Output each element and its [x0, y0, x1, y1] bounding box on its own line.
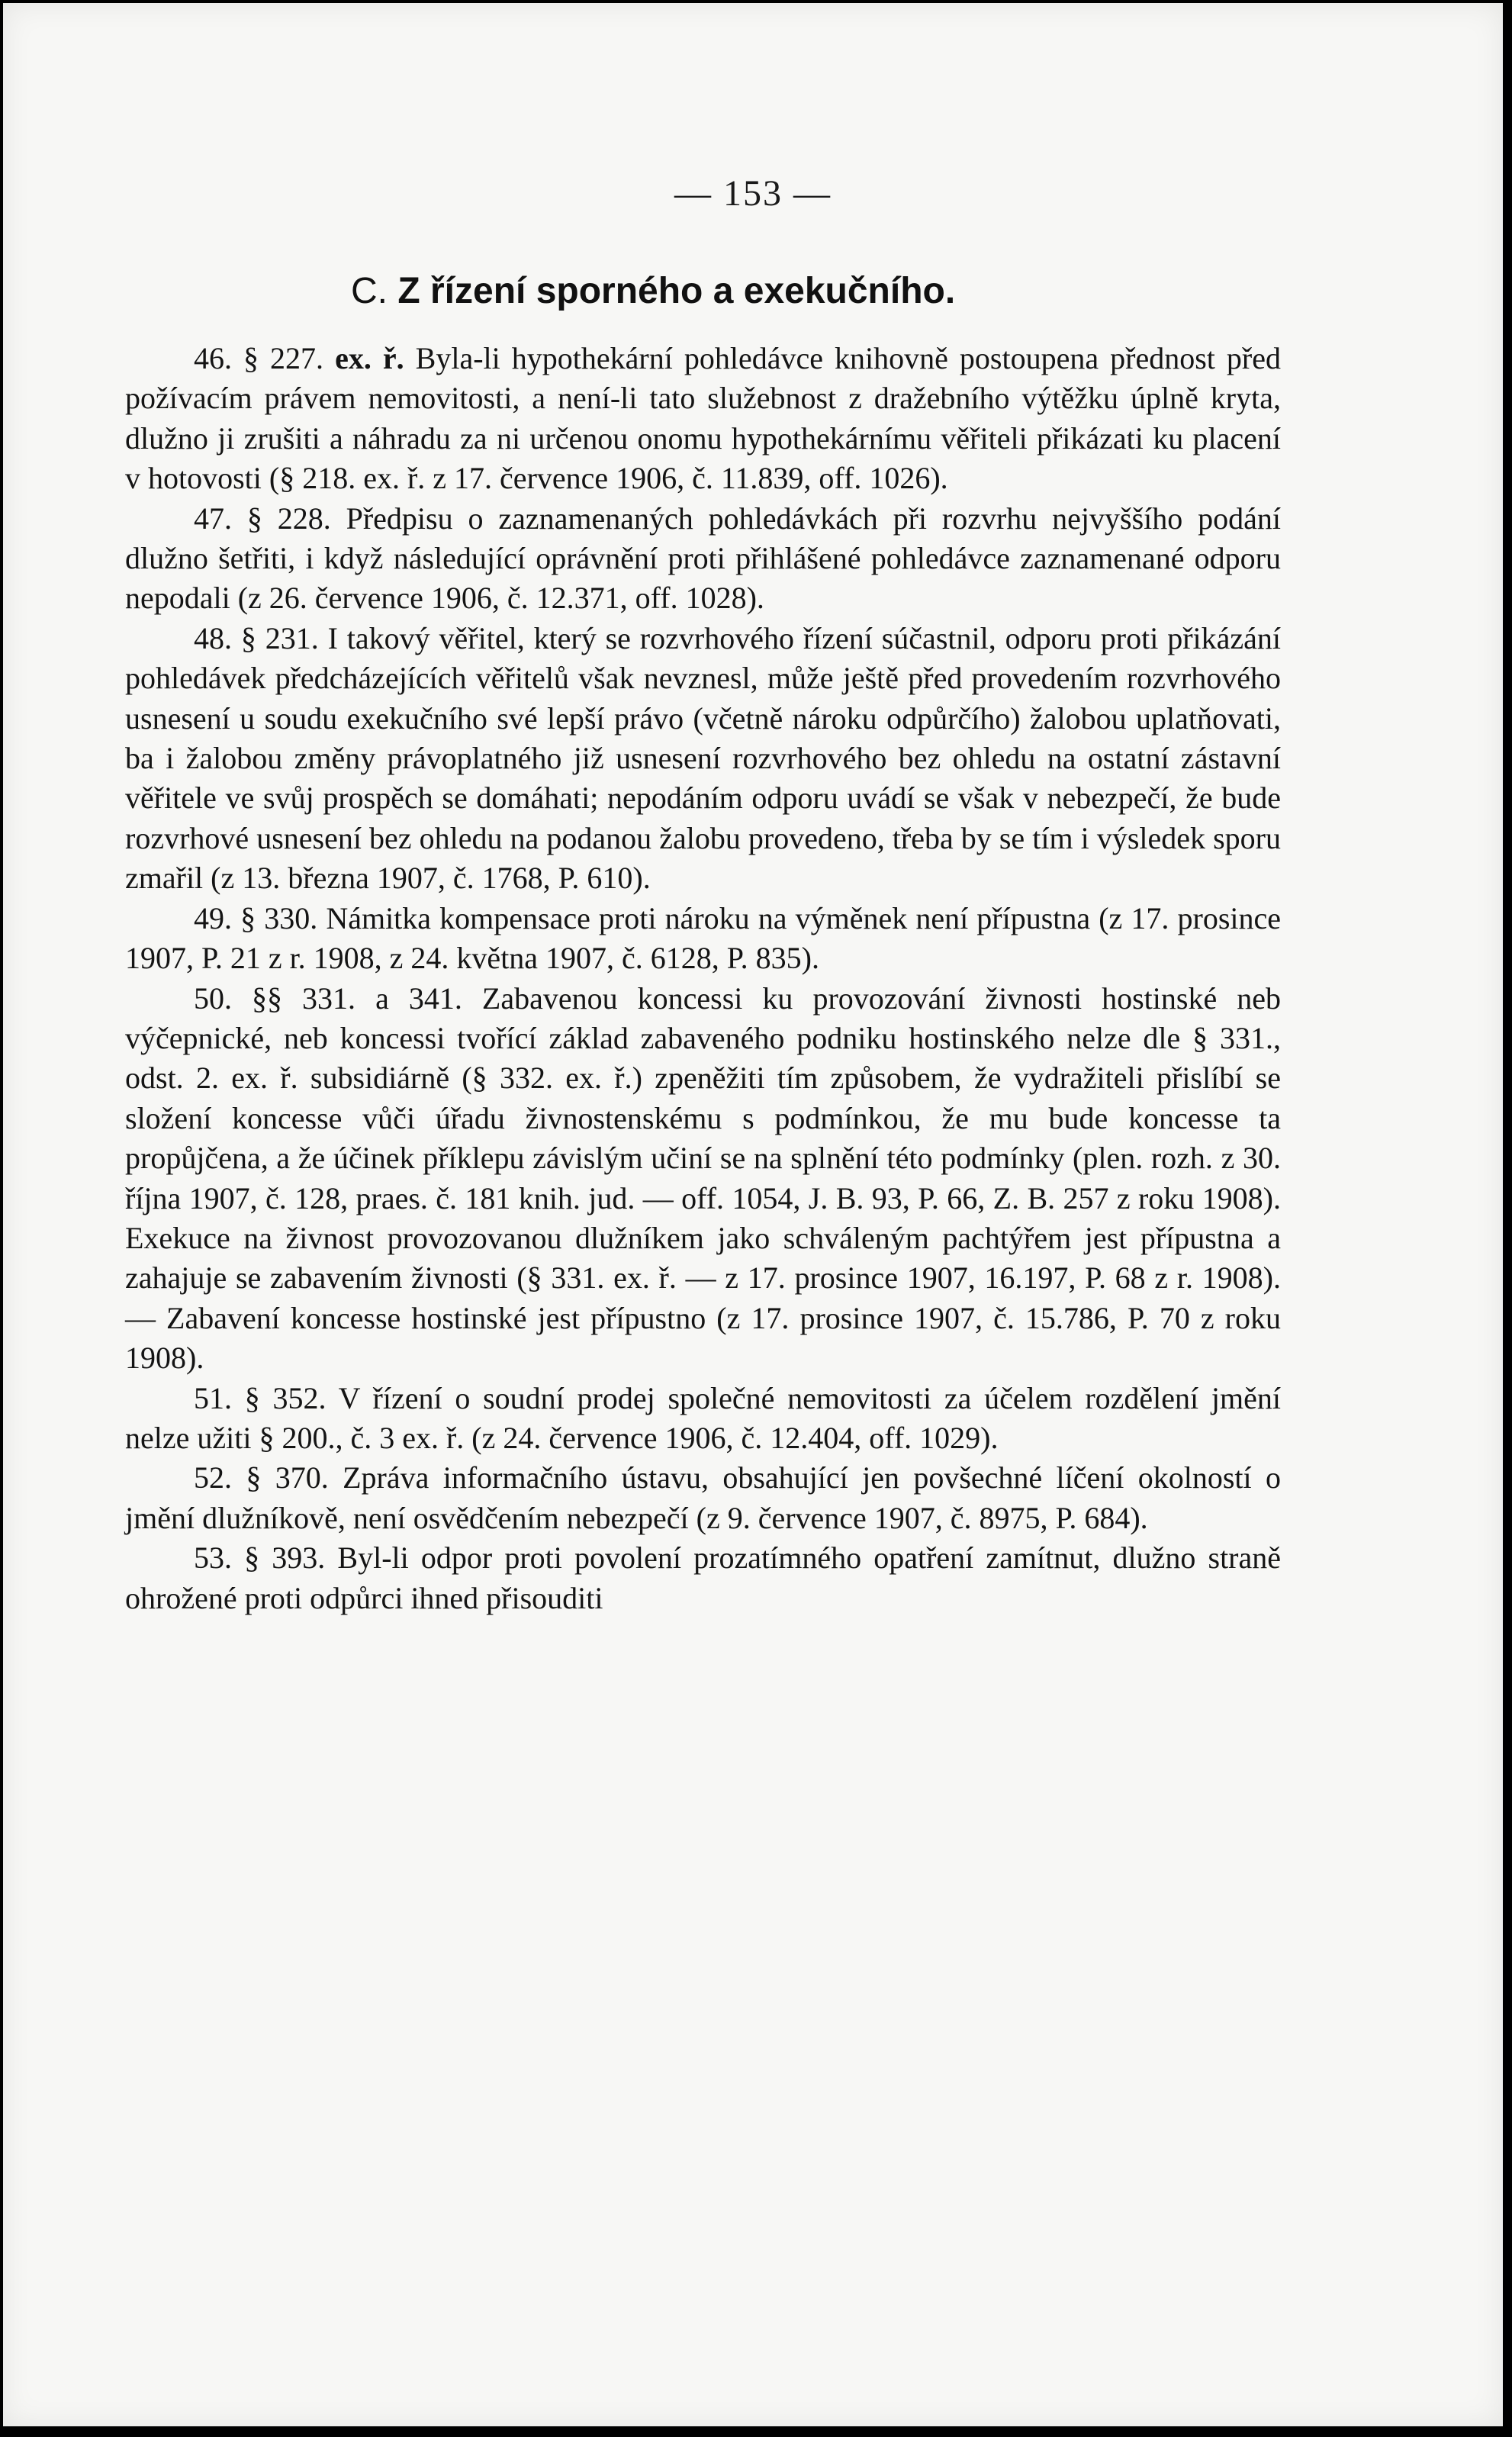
paragraph-53 — [125, 1538, 1281, 1618]
section-letter: C. — [351, 271, 388, 311]
paragraph-46 — [125, 339, 1281, 499]
paragraph-ref: 52. § 370. — [194, 1460, 329, 1495]
paragraph-text: Předpisu o zaznamenaných pohledávkách při rozvrhu nejvyššího podání dlužno šetřiti, i když následující oprávnění proti přihlášené pohledávce zaznamenané odporu nepodali (z 26. července 1906, č. 12.371, off. 1028). — [125, 501, 1282, 616]
paragraph-ref: 48. § 231. — [194, 620, 319, 655]
paragraph-ref: 50. §§ 331. a 341. — [194, 980, 462, 1016]
paragraph-text: Námitka kompensace proti nároku na výměnek není přípustna (z 17. prosince 1907, P. 21 z r. 1908, z 24. května 1907, č. 6128, P. 835). — [125, 900, 1282, 976]
paragraph-ref-bold: ex. ř. — [335, 341, 404, 375]
paragraph-text: I takový věřitel, který se rozvrhového řízení súčastnil, odporu proti přikázání pohledávek předcházejících věřitelů však nevznesl, může ještě před provedením rozvrhového usnesení u soudu exekučního své lepší právo (včetně nároku odpůrčího) žalobou uplatňovati, ba i žalobou změny právoplatného již usnesení rozvrhového bez ohledu na ostatní zástavní věřitele ve svůj prospěch se domáhati; nepodáním odporu uvádí se však v nebezpečí, že bude rozvrhové usnesení bez ohledu na podanou žalobu provedeno, třeba by se tím i výsledek sporu zmařil (z 13. března 1907, č. 1768, P. 610). — [125, 620, 1281, 896]
section-heading — [351, 270, 955, 312]
paragraph-ref: 49. § 330. — [194, 900, 318, 935]
paragraph-ref: 51. § 352. — [194, 1380, 327, 1415]
body-text — [125, 339, 1281, 1618]
paragraph-47 — [125, 499, 1281, 619]
paragraph-text: Byl-li odpor proti povolení prozatímného opatření zamítnut, dlužno straně ohrožené proti odpůrci ihned přisouditi — [125, 1540, 1282, 1615]
paragraph-51 — [125, 1379, 1281, 1459]
paragraph-text: Zabavenou koncessi ku provozování živnosti hostinské neb výčepnické, neb koncessi tvořící základ zabaveného podniku hostinského nelze dle § 331., odst. 2. ex. ř. subsidiárně (§ 332. ex. ř.) zpeněžiti tím způsobem, že vydražiteli přislíbí se složení koncesse vůči úřadu živnostenskému s podmínkou, že mu bude koncesse ta propůjčena, a že účinek příklepu závislým učiní se na splnění této podmínky (plen. rozh. z 30. října 1907, č. 128, praes. č. 181 knih. jud. — off. 1054, J. B. 93, P. 66, Z. B. 257 z roku 1908). Exekuce na živnost provozovanou dlužníkem jako schváleným pachtýřem jest přípustna a zahajuje se zabavením živnosti (§ 331. ex. ř. — z 17. prosince 1907, 16.197, P. 68 z r. 1908). — Zabavení koncesse hostinské jest přípustno (z 17. prosince 1907, č. 15.786, P. 70 z roku 1908). — [125, 980, 1281, 1376]
paragraph-49 — [125, 899, 1281, 979]
section-title: Z řízení sporného a exekučního. — [397, 271, 956, 311]
paragraph-ref: 47. § 228. — [194, 501, 331, 536]
paragraph-ref: 53. § 393. — [194, 1540, 326, 1576]
paragraph-48 — [125, 619, 1281, 899]
paragraph-text: V řízení o soudní prodej společné nemovitosti za účelem rozdělení jmění nelze užiti § 200., č. 3 ex. ř. (z 24. července 1906, č. 12.404, off. 1029). — [125, 1380, 1282, 1455]
paragraph-50 — [125, 979, 1281, 1379]
page-number: — 153 — — [674, 173, 832, 214]
paragraph-text: Byla-li hypothekární pohledávce knihovně postoupena přednost před požívacím právem nemovitosti, a není-li tato služebnost z dražebního výtěžku úplně kryta, dlužno ji zrušiti a náhradu za ni určenou onomu hypothekárnímu věřiteli přikázati ku placení v hotovosti (§ 218. ex. ř. z 17. července 1906, č. 11.839, off. 1026). — [125, 341, 1282, 496]
paragraph-ref: 46. § 227. — [194, 341, 324, 375]
paragraph-52 — [125, 1458, 1281, 1538]
paragraph-text: Zpráva informačního ústavu, obsahující jen povšechné líčení okolností o jmění dlužníkově, není osvědčením nebezpečí (z 9. července 1907, č. 8975, P. 684). — [125, 1460, 1281, 1535]
book-page — [3, 3, 1503, 2426]
